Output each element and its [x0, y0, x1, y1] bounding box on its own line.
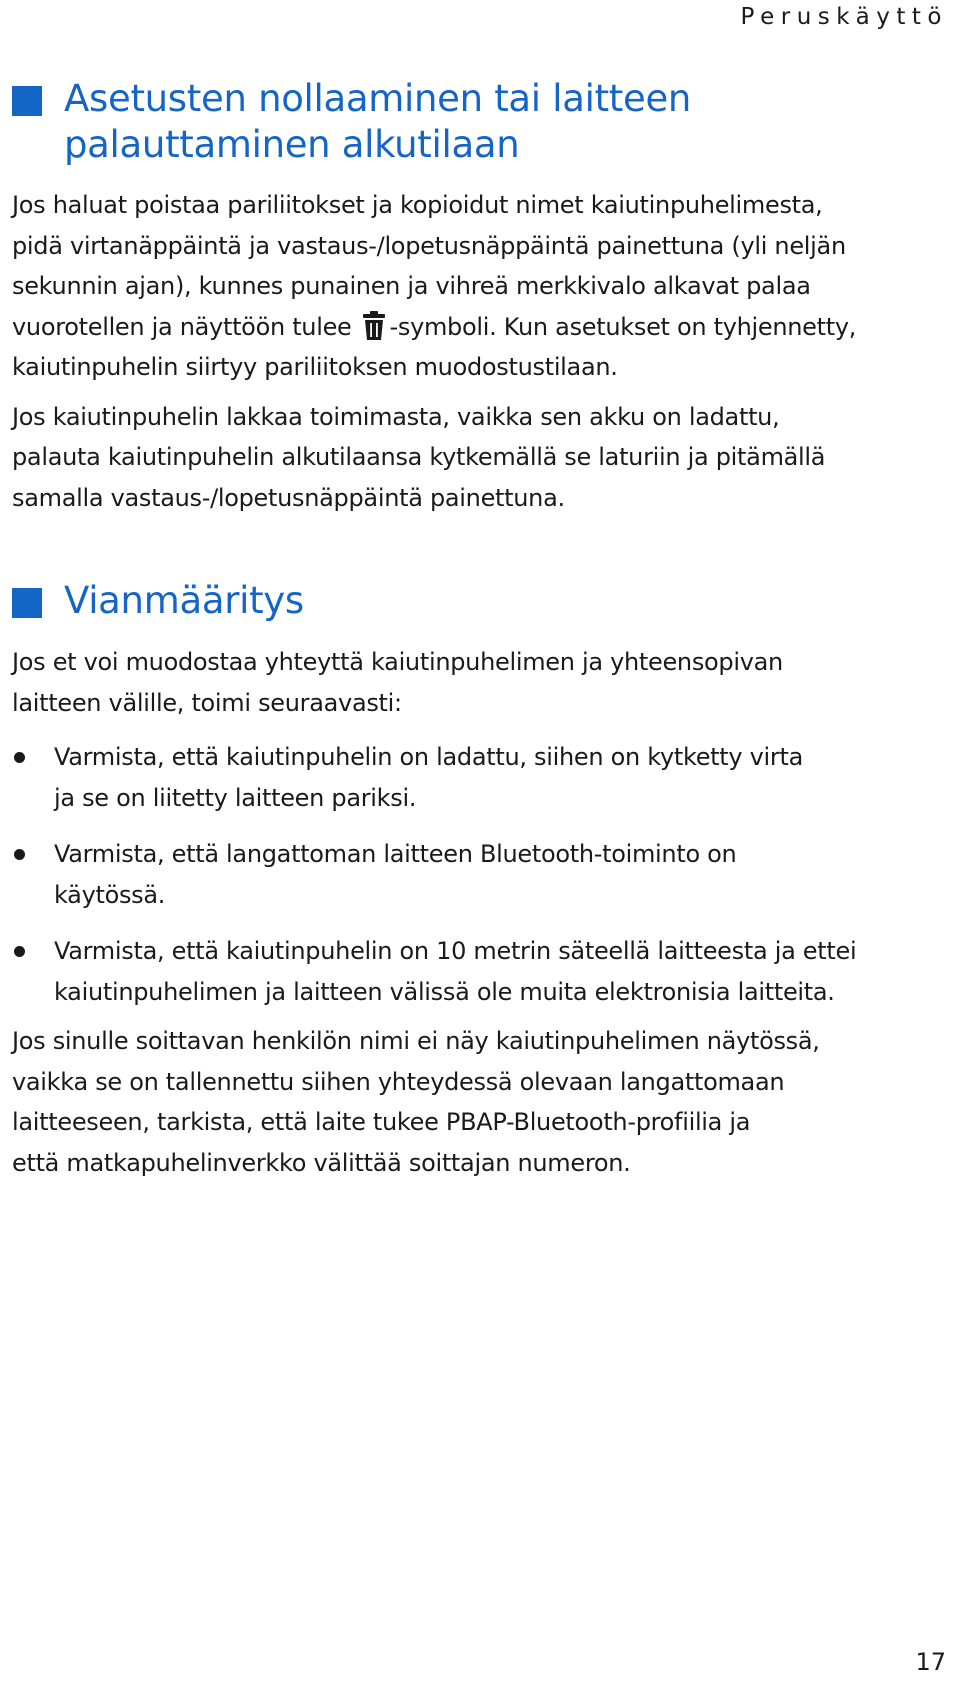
text-line: laitteen välille, toimi seuraavasti: — [12, 688, 402, 717]
section-heading-troubleshooting — [12, 578, 952, 624]
text-line: kaiutinpuhelimen ja laitteen välissä ole muita elektronisia laitteita. — [54, 978, 835, 1006]
running-header: Peruskäyttö — [740, 4, 948, 30]
text-line: Jos sinulle soittavan henkilön nimi ei näy kaiutinpuhelimen näytössä, — [12, 1027, 820, 1055]
heading-line: Asetusten nollaaminen tai laitteen — [64, 77, 692, 120]
paragraph-reset-instructions — [12, 185, 952, 388]
page-number: 17 — [915, 1648, 946, 1676]
text-line: Jos haluat poistaa pariliitokset ja kopioidut nimet kaiutinpuhelimesta, — [12, 191, 823, 219]
text-line: ja se on liitetty laitteen pariksi. — [54, 784, 417, 812]
trash-icon — [362, 311, 386, 341]
text-line: kaiutinpuhelin siirtyy pariliitoksen muodostustilaan. — [12, 353, 618, 381]
text-line: sekunnin ajan), kunnes punainen ja vihreä merkkivalo alkavat palaa — [12, 272, 811, 300]
list-item — [12, 737, 952, 819]
section-reset — [12, 76, 952, 518]
text-line: Varmista, että kaiutinpuhelin on ladattu, siihen on kytketty virta — [54, 743, 803, 771]
text-line: vaikka se on tallennettu siihen yhteydessä olevaan langattomaan — [12, 1067, 785, 1096]
paragraph-reset-factory — [12, 397, 952, 519]
section-troubleshooting — [12, 578, 952, 1183]
paragraph-caller-name — [12, 1021, 952, 1183]
section-heading-reset — [12, 76, 952, 168]
text-line: Jos et voi muodostaa yhteyttä kaiutinpuhelimen ja yhteensopivan — [12, 648, 783, 676]
text-line: Varmista, että langattoman laitteen Bluetooth-toiminto on — [54, 840, 737, 868]
bullet-dot-icon — [14, 849, 25, 860]
bullet-dot-icon — [14, 752, 25, 763]
text-line: Varmista, että kaiutinpuhelin on 10 metrin säteellä laitteesta ja ettei — [54, 937, 857, 965]
text-line: samalla vastaus-/lopetusnäppäintä painettuna. — [12, 483, 565, 512]
paragraph-troubleshoot-intro — [12, 642, 952, 723]
text-line: Jos kaiutinpuhelin lakkaa toimimasta, vaikka sen akku on ladattu, — [12, 402, 780, 431]
text-line: käytössä. — [54, 881, 166, 909]
heading-title — [64, 76, 691, 168]
text-line: että matkapuhelinverkko välittää soittajan numeron. — [12, 1148, 631, 1177]
text-line-with-icon — [12, 307, 952, 348]
heading-line: palauttaminen alkutilaan — [64, 123, 520, 166]
text-line: palauta kaiutinpuhelin alkutilaansa kytkemällä se laturiin ja pitämällä — [12, 443, 826, 471]
text-line: pidä virtanäppäintä ja vastaus-/lopetusnäppäintä painettuna (yli neljän — [12, 231, 846, 260]
heading-square-icon — [12, 86, 42, 116]
text-fragment: vuorotellen ja näyttöön tulee — [12, 312, 352, 341]
bullet-dot-icon — [14, 946, 25, 957]
text-line: laitteeseen, tarkista, että laite tukee PBAP-Bluetooth-profiilia ja — [12, 1108, 751, 1136]
heading-title: Vianmääritys — [64, 579, 304, 622]
list-item — [12, 834, 952, 916]
troubleshoot-checklist — [12, 737, 952, 1013]
list-item — [12, 931, 952, 1013]
text-fragment: -symboli. Kun asetukset on tyhjennetty, — [389, 312, 857, 341]
heading-square-icon — [12, 588, 42, 618]
